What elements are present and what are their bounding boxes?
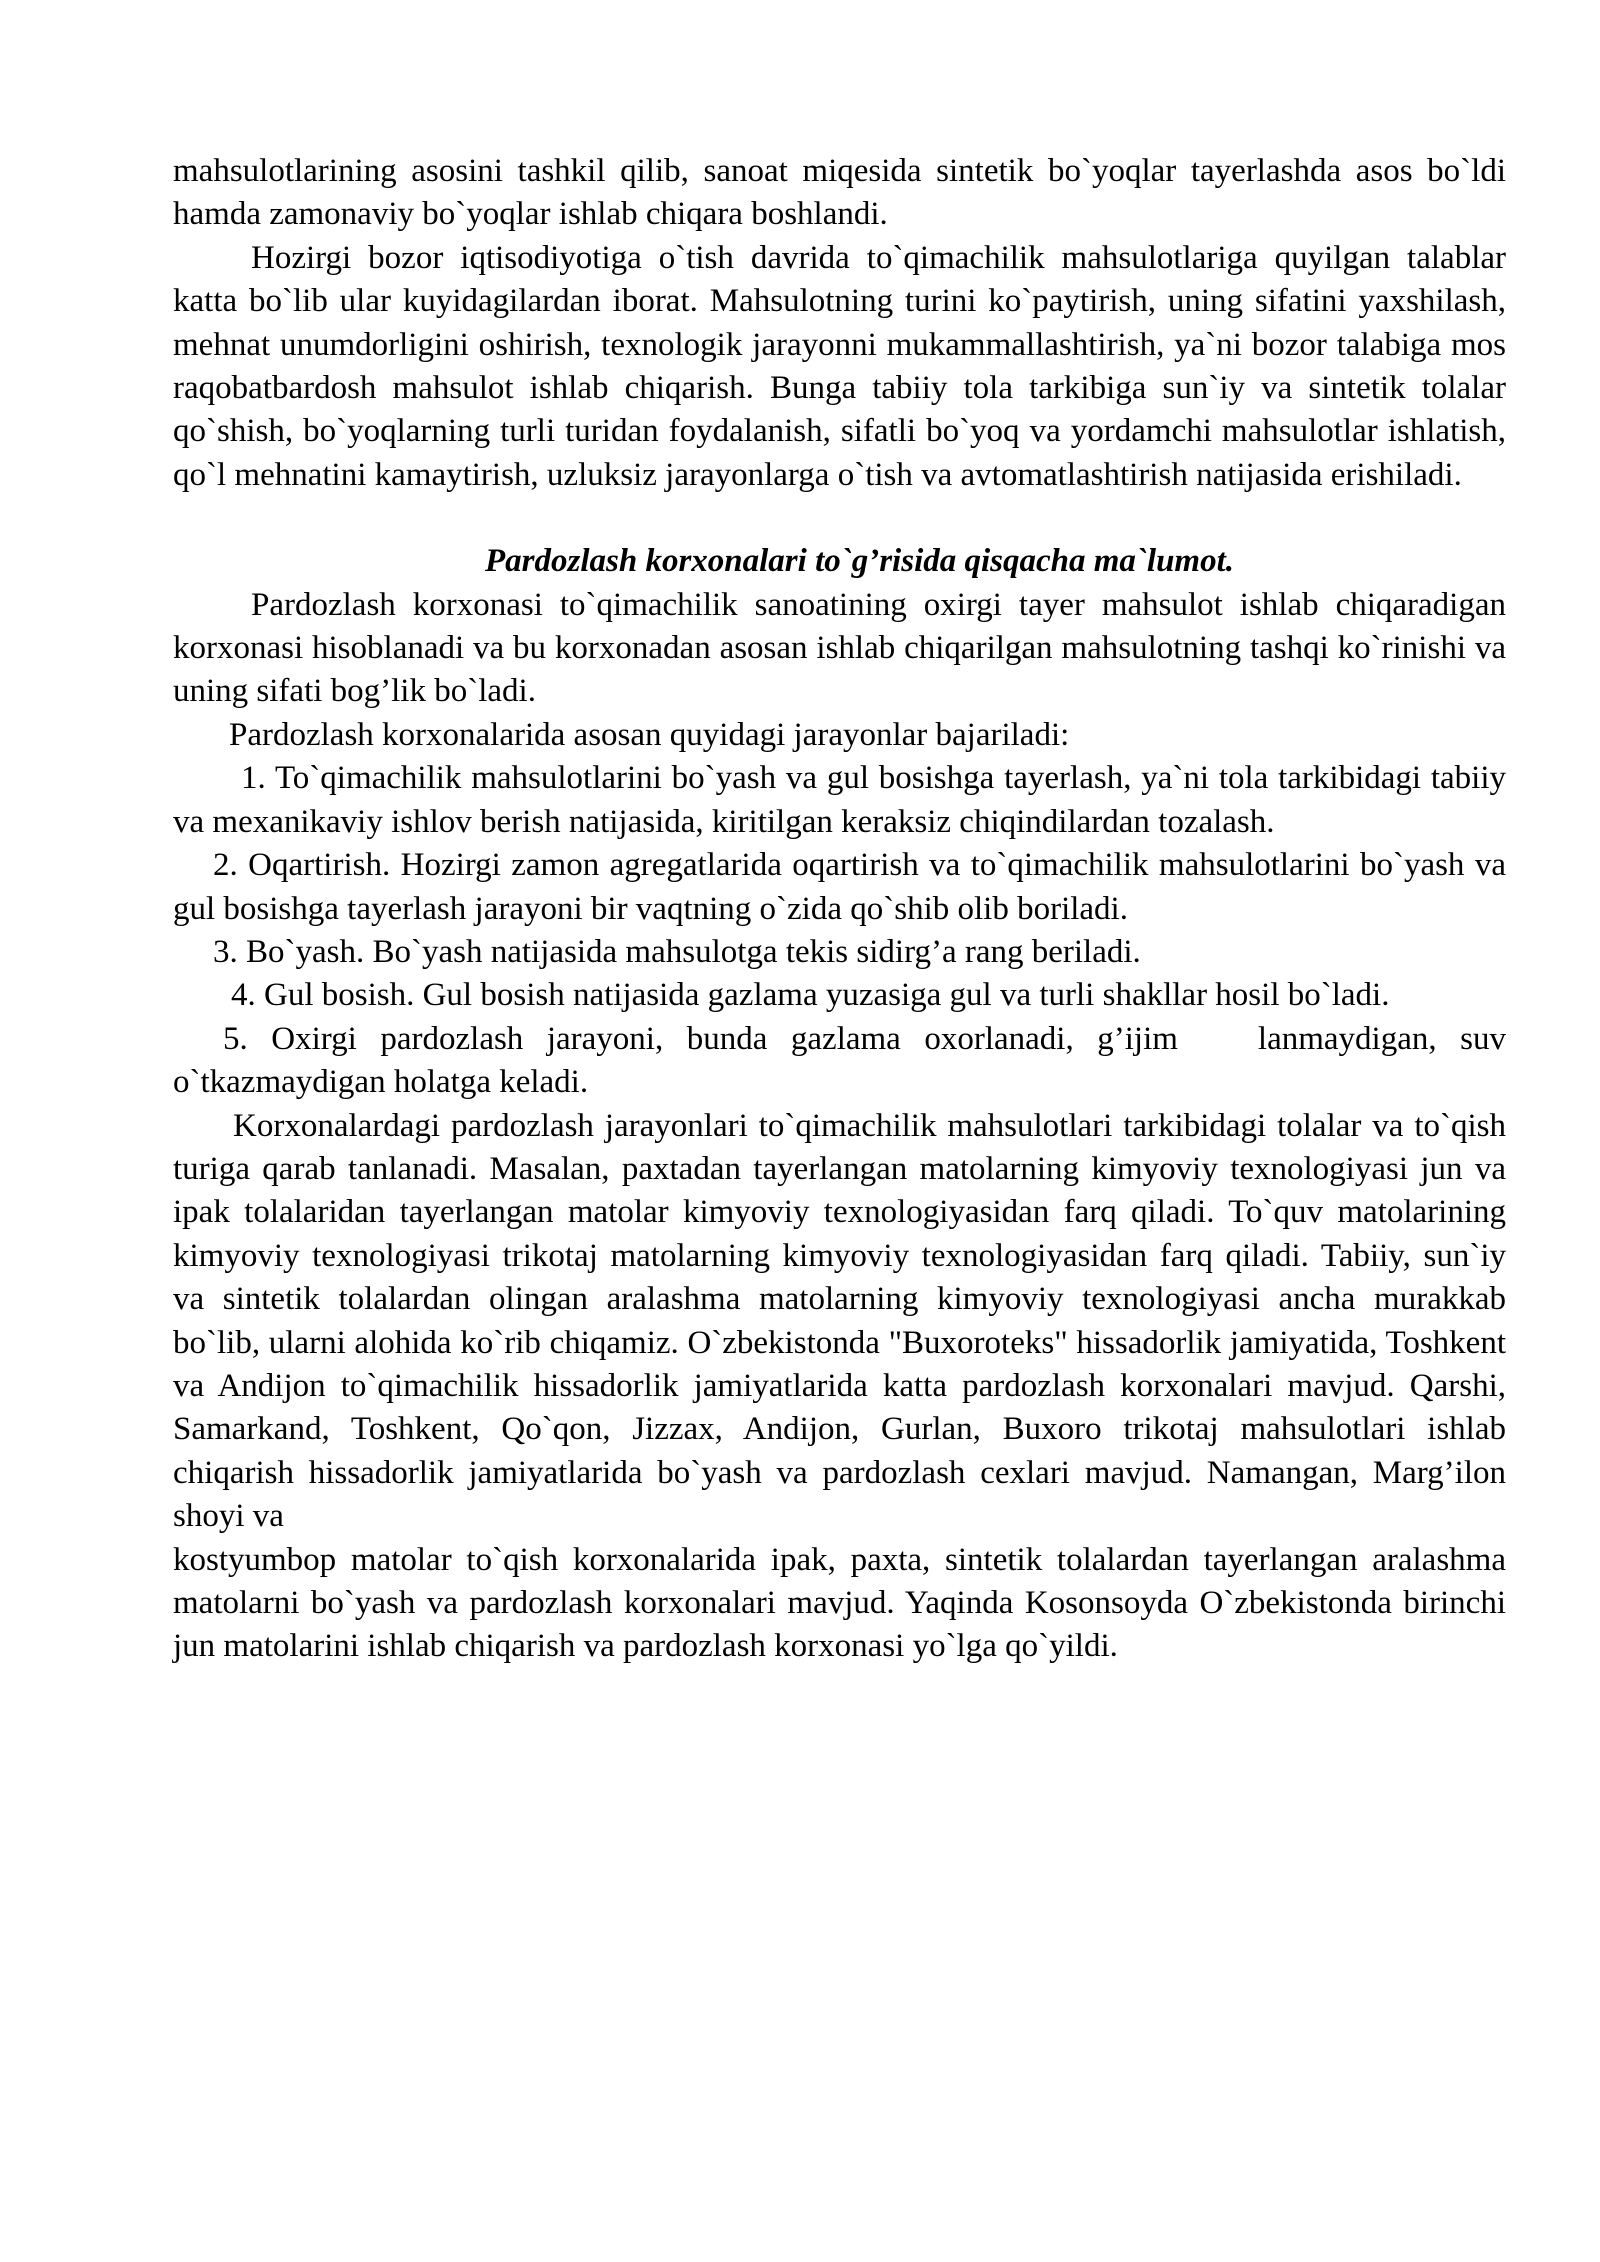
section-heading: Pardozlash korxonalari to`g’risida qisqacha ma`lumot. bbox=[484, 543, 1235, 580]
selection-paragraph: Korxonalardagi pardozlash jarayonlari to`qimachilik mahsulotlari tarkibidagi tolalar va to`qish turiga qarab tanlanadi. Masalan, paxtadan tayerlangan matolarning kimyoviy texnologiyasi jun va ipak tolalaridan tayerlangan matolar kimyoviy texnologiyasidan farq qiladi. To`quv matolarining kimyoviy texnologiyasi trikotaj matolarning kimyoviy texnologiyasidan farq qiladi. Tabiiy, sun`iy va sintetik tolalardan olingan aralashma matolarning kimyoviy texnologiyasi ancha murakkab bo`lib, ularni alohida ko`rib chiqamiz. O`zbekistonda "Buxoroteks" hissadorlik jamiyatida, Toshkent va Andijon to`qimachilik hissadorlik jamiyatlarida katta pardozlash korxonalari mavjud. Qarshi, Samarkand, Toshkent, Qo`qon, Jizzax, Andijon, Gurlan, Buxoro trikotaj mahsulotlari ishlab chiqarish hissadorlik jamiyatlarida bo`yash va pardozlash cexlari mavjud. Namangan, Marg’ilon shoyi va bbox=[173, 1107, 1506, 1535]
intro-paragraph: mahsulotlarining asosini tashkil qilib, sanoat miqesida sintetik bo`yoqlar tayerlashda asos bo`ldi hamda zamonaviy bo`yoqlar ishlab chiqara boshlandi. bbox=[173, 153, 1506, 233]
closing-paragraph: kostyumbop matolar to`qish korxonalarida ipak, paxta, sintetik tolalardan tayerlangan aralashma matolarni bo`yash va pardozlash korxonalari mavjud. Yaqinda Kosonsoyda O`zbekistonda birinchi jun matolarini ishlab chiqarish va pardozlash korxonasi yo`lga qo`yildi. bbox=[173, 1541, 1506, 1665]
market-paragraph: Hozirgi bozor iqtisodiyotiga o`tish davrida to`qimachilik mahsulotlariga quyilgan talablar katta bo`lib ular kuyidagilardan iborat. Mahsulotning turini ko`paytirish, uning sifatini yaxshilash, mehnat unumdorligini oshirish, texnologik jarayonni mukammallashtirish, ya`ni bozor talabiga mos raqobatbardosh mahsulot ishlab chiqarish. Bunga tabiiy tola tarkibiga sun`iy va sintetik tolalar qo`shish, bo`yoqlarning turli turidan foydalanish, sifatli bo`yoq va yordamchi mahsulotlar ishlatish, qo`l mehnatini kamaytirish, uzluksiz jarayonlarga o`tish va avtomatlashtirish natijasida erishiladi. bbox=[173, 239, 1506, 493]
process-intro: Pardozlash korxonalarida asosan quyidagi jarayonlar bajariladi: bbox=[229, 716, 1070, 753]
process-list-item: 2. Oqartirish. Hozirgi zamon agregatlarida oqartirish va to`qimachilik mahsulotlarini bo`yash va gul bosishga tayerlash jarayoni bir vaqtning o`zida qo`shib olib boriladi. bbox=[173, 847, 1506, 927]
process-list-item: 1. To`qimachilik mahsulotlarini bo`yash va gul bosishga tayerlash, ya`ni tola tarkibidagi tabiiy va mexanikaviy ishlov berish natijasida, kiritilgan keraksiz chiqindilardan tozalash. bbox=[173, 760, 1506, 840]
process-list-item-5 bbox=[173, 1018, 1506, 1105]
process-list-item: 3. Bo`yash. Bo`yash natijasida mahsulotga tekis sidirg’a rang beriladi. bbox=[213, 933, 1141, 970]
process-list-item: 4. Gul bosish. Gul bosish natijasida gazlama yuzasiga gul va turli shakllar hosil bo`ladi. bbox=[231, 977, 1390, 1014]
document-page bbox=[173, 150, 1506, 1669]
process-item-5-part2: lanmaydigan, suv o`tkazmaydigan holatga keladi. bbox=[173, 1020, 1506, 1101]
enterprise-paragraph: Pardozlash korxonasi to`qimachilik sanoatining oxirgi tayer mahsulot ishlab chiqaradigan korxonasi hisoblanadi va bu korxonadan asosan ishlab chiqarilgan mahsulotning tashqi ko`rinishi va uning sifati bog’lik bo`ladi. bbox=[173, 586, 1506, 710]
spacer bbox=[173, 497, 1506, 540]
process-item-5-part1: 5. Oxirgi pardozlash jarayoni, bunda gazlama oxorlanadi, g’ijim bbox=[223, 1020, 1178, 1057]
